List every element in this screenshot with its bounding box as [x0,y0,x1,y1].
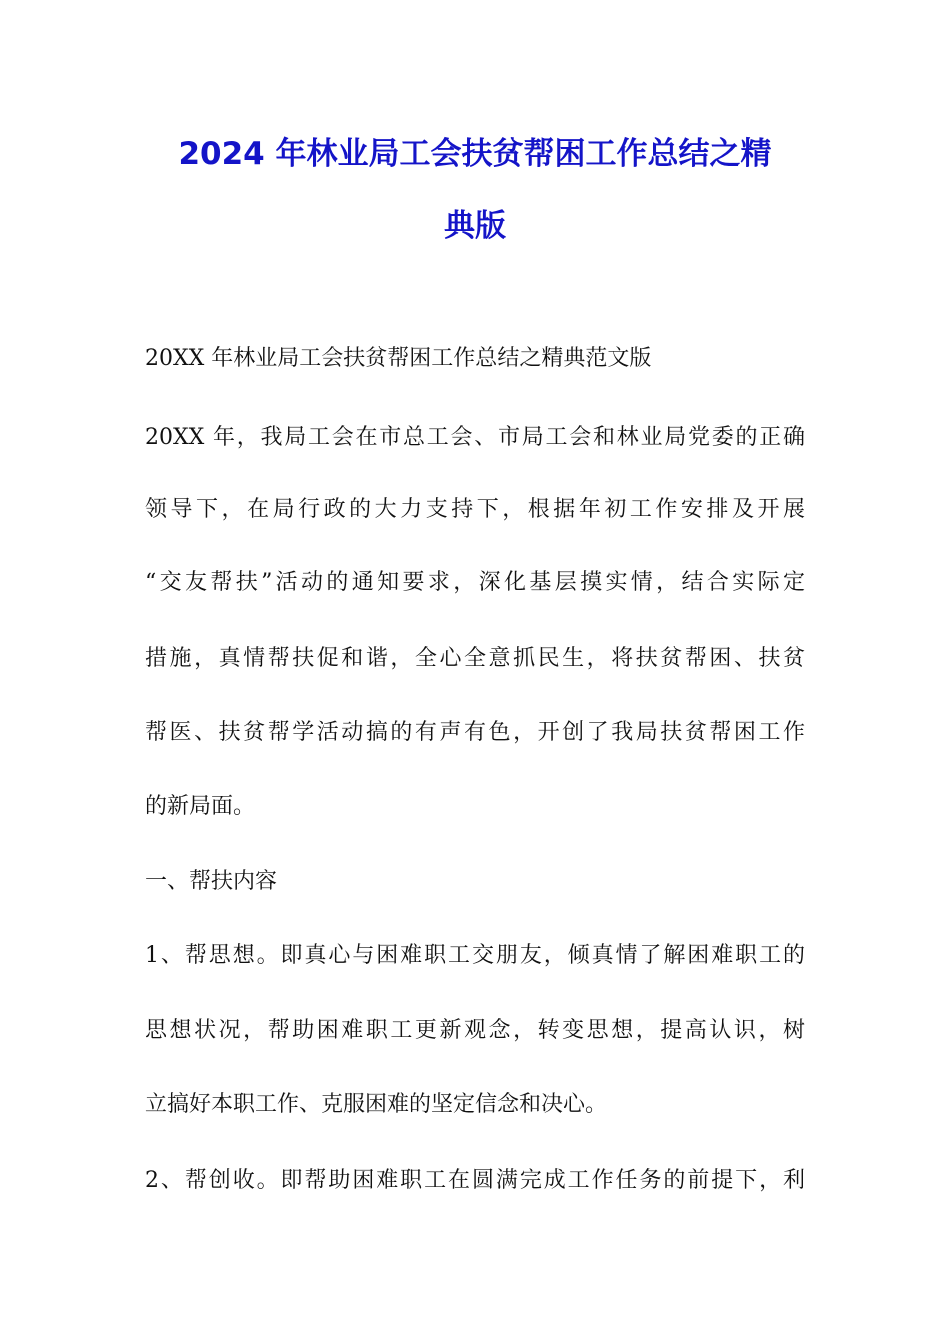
paragraph-1-line-6: 的新局面。 [145,794,256,819]
item-1-line-2: 思想状况，帮助困难职工更新观念，转变思想，提高认识，树 [145,1018,805,1043]
paragraph-1-line-4: 措施，真情帮扶促和谐，全心全意抓民生，将扶贫帮困、扶贫 [145,646,805,671]
paragraph-1-line-1: 20XX 年，我局工会在市总工会、市局工会和林业局党委的正确 [145,425,805,450]
paragraph-1-line-5: 帮医、扶贫帮学活动搞的有声有色，开创了我局扶贫帮困工作 [145,720,805,745]
document-title-line-2: 典版 [444,208,506,244]
item-2-line-1: 2、帮创收。即帮助困难职工在圆满完成工作任务的前提下，利 [145,1168,805,1193]
paragraph-1-line-3: “交友帮扶”活动的通知要求，深化基层摸实情，结合实际定 [145,570,805,595]
paragraph-1-line-2: 领导下，在局行政的大力支持下，根据年初工作安排及开展 [145,497,805,522]
document-subtitle: 20XX 年林业局工会扶贫帮困工作总结之精典范文版 [145,346,652,371]
section-heading: 一、帮扶内容 [145,869,278,894]
item-1-line-1: 1、帮思想。即真心与困难职工交朋友，倾真情了解困难职工的 [145,943,805,968]
item-1-line-3: 立搞好本职工作、克服困难的坚定信念和决心。 [145,1092,608,1117]
document-title-line-1: 2024 年林业局工会扶贫帮困工作总结之精 [178,136,772,172]
